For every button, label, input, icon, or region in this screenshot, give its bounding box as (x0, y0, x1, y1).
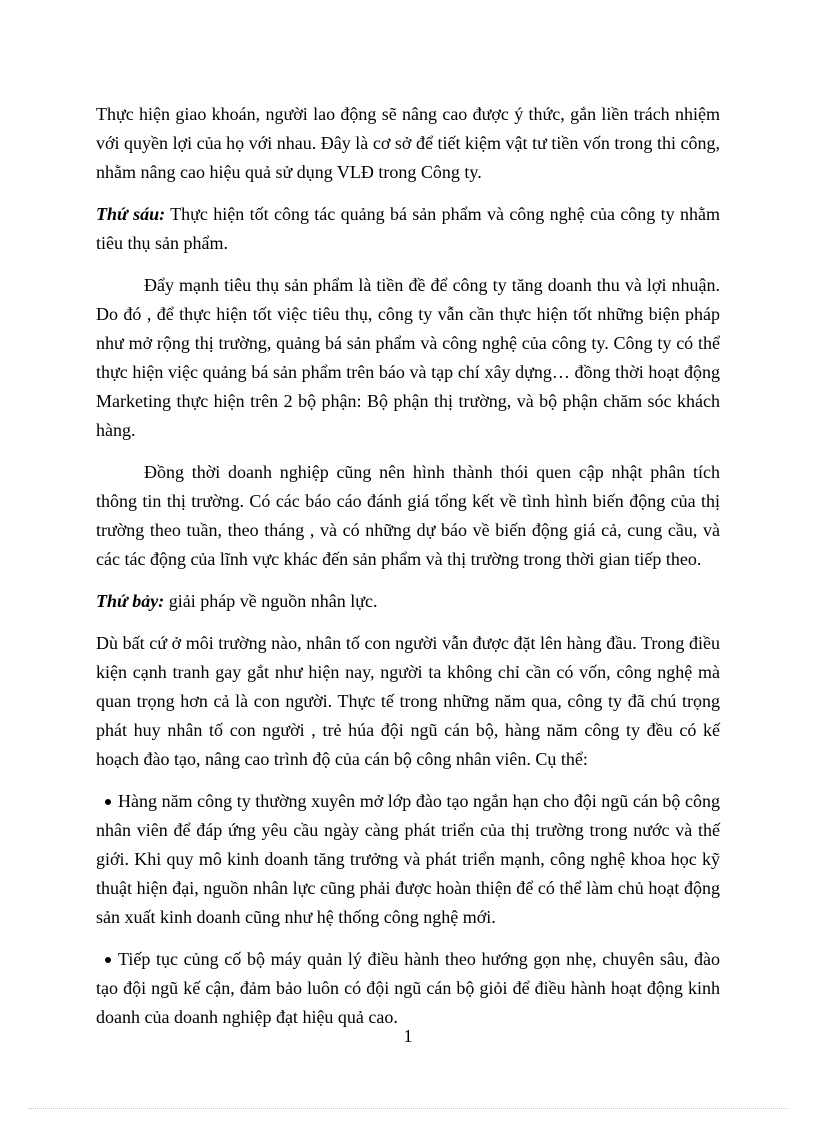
list-item (96, 945, 720, 1032)
heading-thu-bay: Thứ bảy: (96, 591, 165, 611)
list-item-text: Tiếp tục củng cố bộ máy quản lý điều hành theo hướng gọn nhẹ, chuyên sâu, đào tạo đội ngũ kế cận, đảm bảo luôn có đội ngũ cán bộ giỏi để điều hành hoạt động kinh doanh của doanh nghiệp đạt hiệu quả cao. (96, 949, 720, 1027)
page-bottom-divider (28, 1108, 788, 1109)
heading-thu-sau: Thứ sáu: (96, 204, 166, 224)
paragraph-thu-sau (96, 200, 720, 258)
document-body (96, 100, 720, 1045)
paragraph-thong-tin-thi-truong: Đồng thời doanh nghiệp cũng nên hình thành thói quen cập nhật phân tích thông tin thị trường. Có các báo cáo đánh giá tổng kết về tình hình biến động của thị trường theo tuần, theo tháng , và có những dự báo về biến động giá cả, cung cầu, và các tác động của lĩnh vực khác đến sản phẩm và thị trường trong thời gian tiếp theo. (96, 462, 720, 569)
list-item-text: Hàng năm công ty thường xuyên mở lớp đào tạo ngắn hạn cho đội ngũ cán bộ công nhân viên để đáp ứng yêu cầu ngày càng phát triển của thị trường trong nước và thế giới. Khi quy mô kinh doanh tăng trưởng và phát triển mạnh, công nghệ khoa học kỹ thuật hiện đại, nguồn nhân lực cũng phải được hoàn thiện để có thể làm chủ hoạt động sản xuất kinh doanh cũng như hệ thống công nghệ mới. (96, 791, 720, 927)
bullet-list (96, 787, 720, 1032)
bullet-icon (105, 799, 111, 805)
paragraph-thu-bay-text: giải pháp về nguồn nhân lực. (164, 591, 378, 611)
paragraph-thu-sau-text: Thực hiện tốt công tác quảng bá sản phẩm và công nghệ của công ty nhằm tiêu thụ sản phẩm. (96, 204, 720, 253)
paragraph-tieu-thu: Đẩy mạnh tiêu thụ sản phẩm là tiền đề để công ty tăng doanh thu và lợi nhuận. Do đó , để thực hiện tốt việc tiêu thụ, công ty vẫn cần thực hiện tốt những biện pháp như mở rộng thị trường, quảng bá sản phẩm và công nghệ của công ty. Công ty có thể thực hiện việc quảng bá sản phẩm trên báo và tạp chí xây dựng… đồng thời hoạt động Marketing thực hiện trên 2 bộ phận: Bộ phận thị trường, và bộ phận chăm sóc khách hàng. (96, 275, 720, 440)
paragraph-thu-bay (96, 587, 720, 616)
bullet-icon (105, 957, 111, 963)
list-item (96, 787, 720, 932)
paragraph-giao-khoan: Thực hiện giao khoán, người lao động sẽ nâng cao được ý thức, gắn liền trách nhiệm với quyền lợi của họ với nhau. Đây là cơ sở để tiết kiệm vật tư tiền vốn trong thi công, nhằm nâng cao hiệu quả sử dụng VLĐ trong Công ty. (96, 104, 720, 182)
page-number: 1 (403, 1026, 413, 1046)
paragraph-nhan-luc: Dù bất cứ ở môi trường nào, nhân tố con người vẫn được đặt lên hàng đầu. Trong điều kiện cạnh tranh gay gắt như hiện nay, người ta không chỉ cần có vốn, công nghệ mà quan trọng hơn cả là con người. Thực tế trong những năm qua, công ty đã chú trọng phát huy nhân tố con người , trẻ húa đội ngũ cán bộ, hàng năm công ty đều có kế hoạch đào tạo, nâng cao trình độ của cán bộ công nhân viên. Cụ thể: (96, 633, 720, 769)
